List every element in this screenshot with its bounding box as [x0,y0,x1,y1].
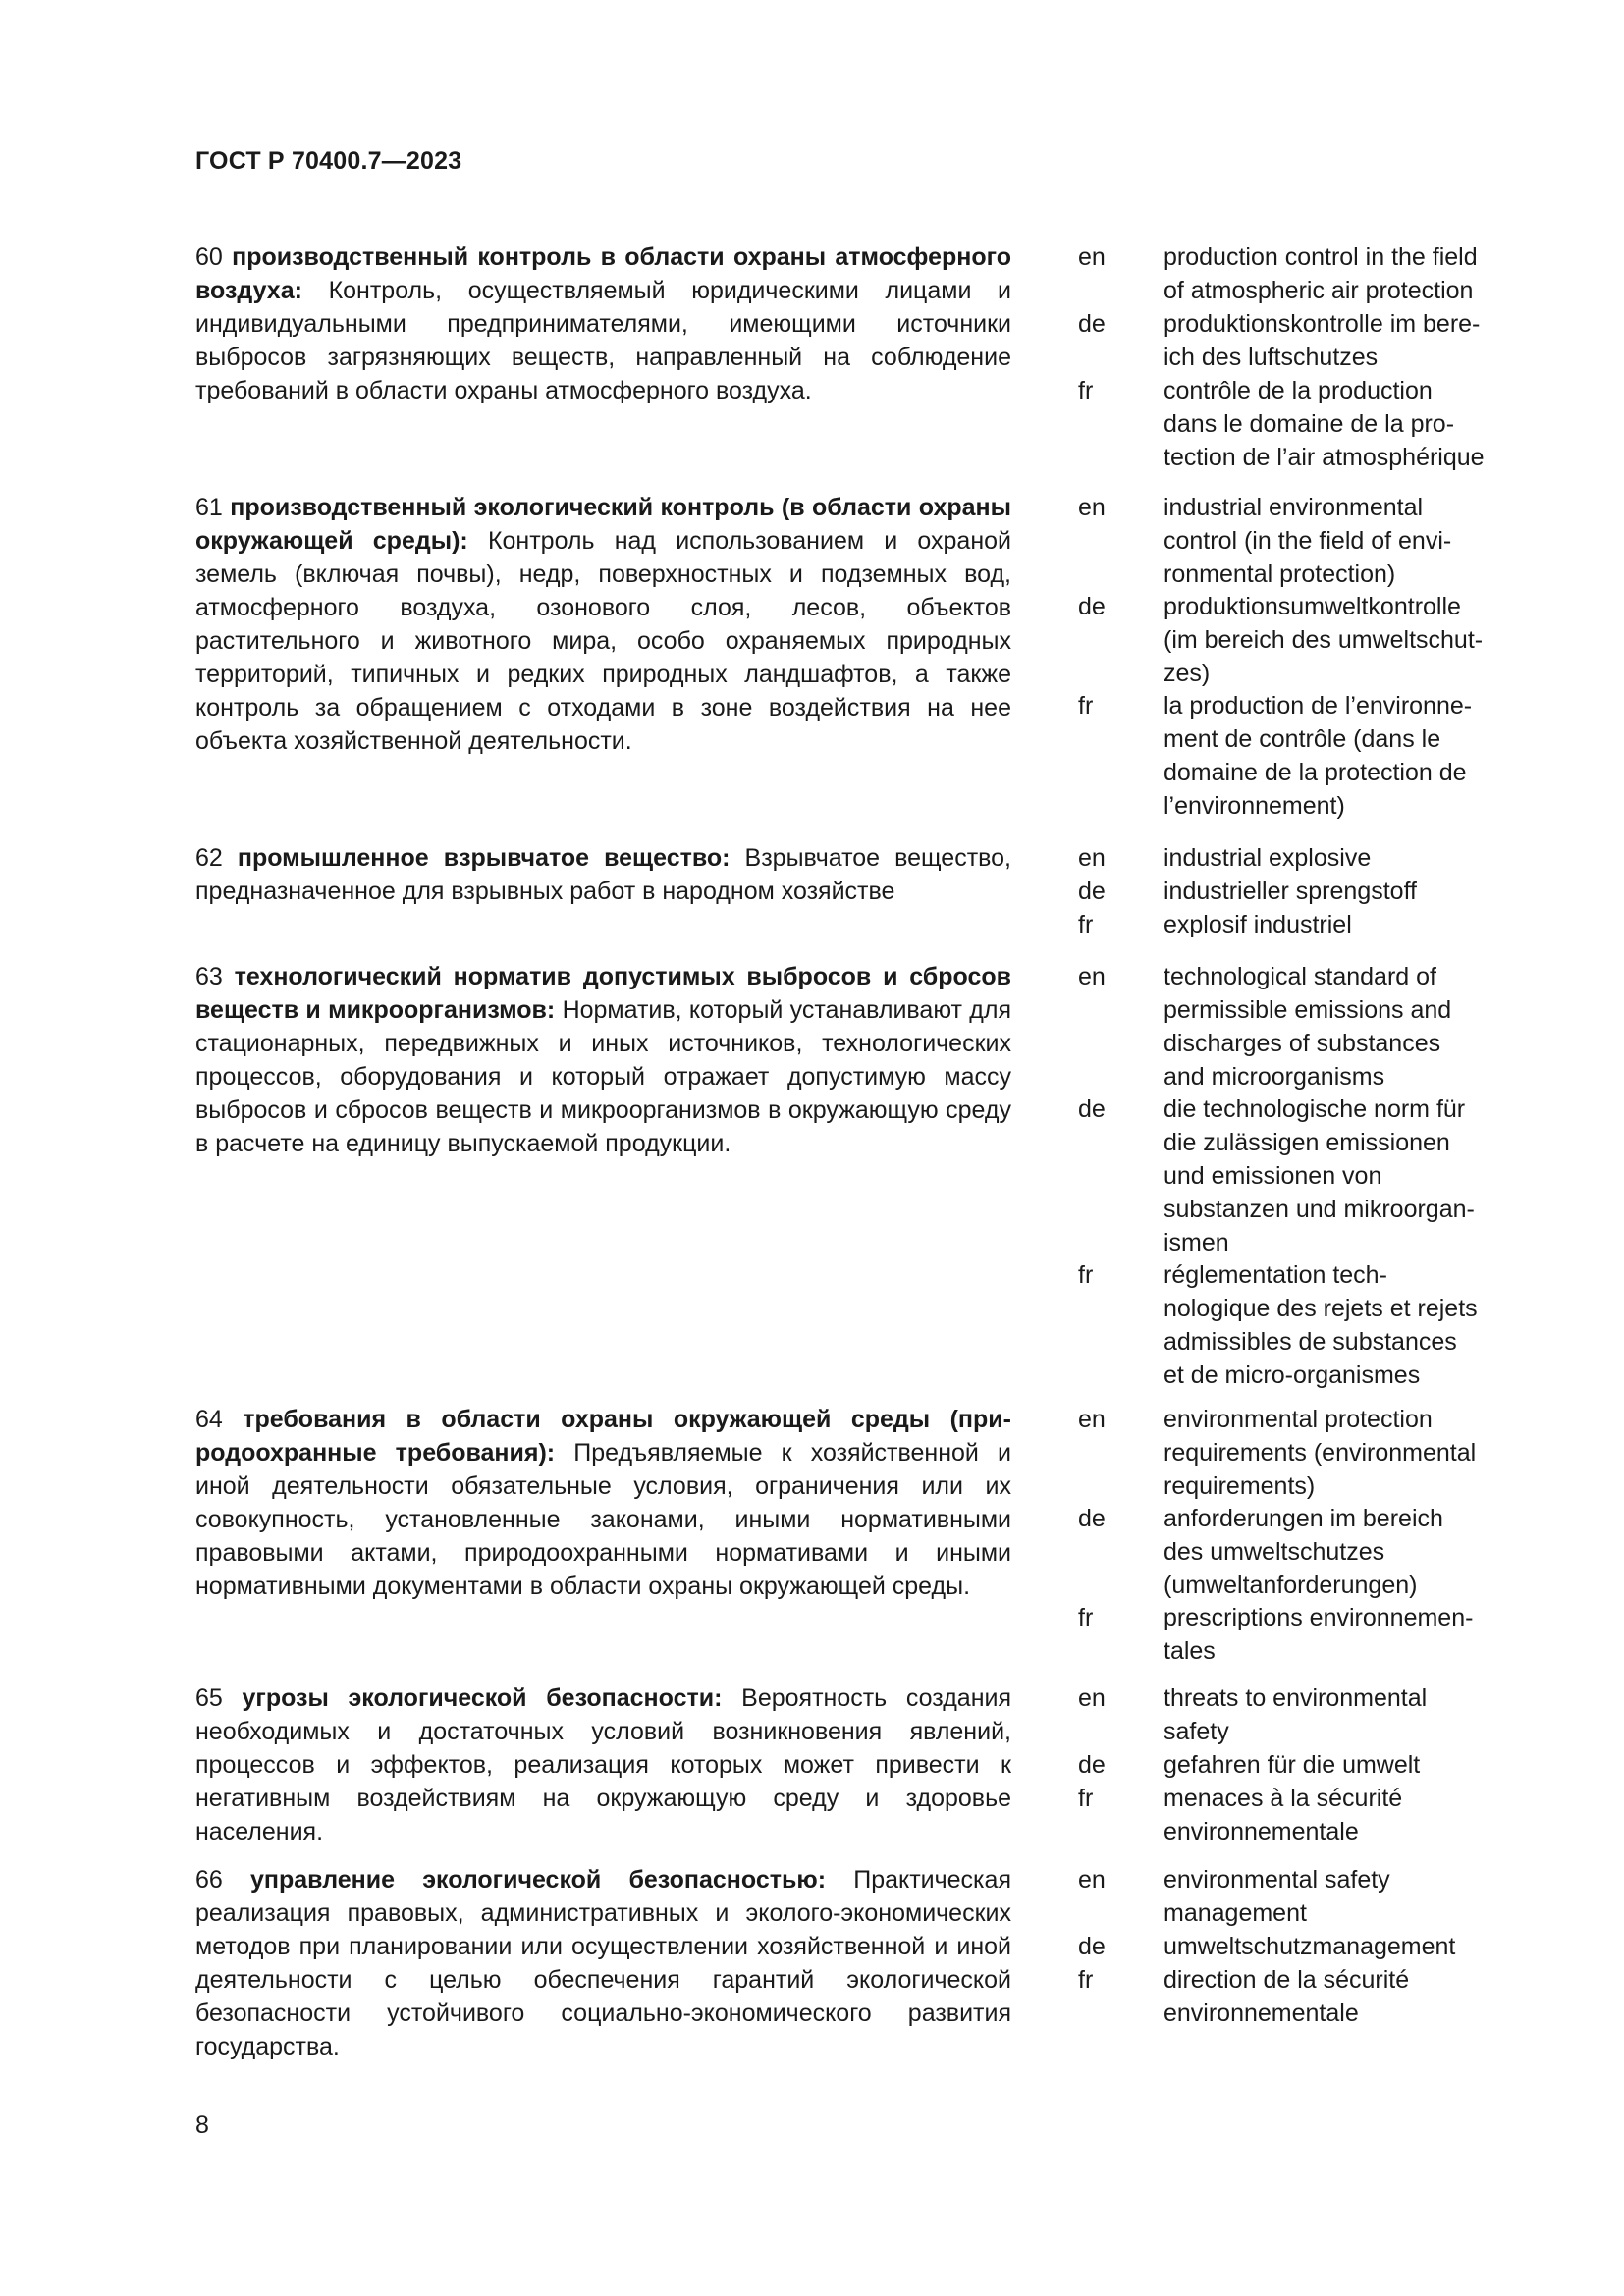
translation-de: produktionsumweltkontrolle (im bereich des umweltschut- zes) [1164,593,1484,687]
term-definition [195,960,1011,1160]
lang-code-en: en [1078,963,1106,990]
translation-de: anforderungen im bereich des umweltschutzes (umweltanforderungen) [1164,1505,1443,1599]
translation-de: umweltschutzmanagement [1164,1933,1456,1960]
term-definition [195,240,1011,407]
term-definition-text: Практическая реализация правовых, административных и эколого-экономических методов при планировании или осуществлении хозяйственной и иной деятельности с целью обеспечения гарантий экологической безопасности устойчивого социально-экономического развития государства. [195,1866,1011,2060]
term-title: промышленное взрывчатое вещество: [237,844,731,872]
translation-en: environmental protection requirements (environmental requirements) [1164,1406,1477,1500]
term-title: технологический норматив допустимых выбросов и сбросов веществ и микроорганизмов: [195,963,1011,1024]
translation-en: threats to environmental safety [1164,1684,1428,1745]
term-definition [195,1863,1011,2063]
translation-de: die technologische norm für die zulässigen emissionen und emissionen von substanzen und mikroorgan- ismen [1164,1095,1475,1256]
term-title: производственный экологический контроль (в области охраны окружающей среды): [195,494,1011,555]
lang-code-de: de [1078,1505,1106,1532]
term-number: 63 [195,963,223,990]
term-definition [195,1403,1011,1603]
translation-en: technological standard of permissible emissions and discharges of substances and microorganisms [1164,963,1452,1091]
term-title: производственный контроль в области охраны атмосферного воздуха: [195,243,1012,304]
lang-code-de: de [1078,1933,1106,1960]
lang-code-en: en [1078,243,1106,271]
lang-code-fr: fr [1078,1966,1094,1994]
term-number: 62 [195,844,223,872]
lang-code-de: de [1078,1751,1106,1779]
term-number: 61 [195,494,223,521]
translation-fr: contrôle de la production dans le domaine de la pro- tection de l’air atmosphérique [1164,377,1485,471]
translation-de: produktionskontrolle im bere- ich des luftschutzes [1164,310,1481,371]
lang-code-en: en [1078,844,1106,872]
lang-code-fr: fr [1078,1261,1094,1289]
lang-code-en: en [1078,494,1106,521]
term-definition-text: Предъявляемые к хозяйственной и иной деятельности обязательные условия, ограничения или их совокупность, установленные законами, иными нормативными правовыми актами, природоохранными нормативами и иными нормативными документами в области охраны окружающей среды. [195,1439,1012,1600]
term-definition [195,491,1011,758]
term-number: 65 [195,1684,223,1712]
page-number: 8 [195,2111,209,2139]
translation-de: gefahren für die umwelt [1164,1751,1421,1779]
term-definition-text: Норматив, который устанавливают для стационарных, передвижных и иных источников, технологических процессов, оборудования и который отражает допустимую массу выбросов и сбросов веществ и микроорганизмов в окружающую среду в расчете на единицу выпускаемой продукции. [195,996,1011,1157]
term-definition [195,841,1011,908]
lang-code-en: en [1078,1866,1106,1894]
translation-fr: réglementation tech- nologique des rejets et rejets admissibles de substances et de micro-organismes [1164,1261,1478,1389]
translation-fr: la production de l’environne- ment de contrôle (dans le domaine de la protection de l’environnement) [1164,692,1473,820]
translation-fr: direction de la sécurité environnementale [1164,1966,1410,2027]
lang-code-fr: fr [1078,377,1094,404]
translation-en: production control in the field of atmospheric air protection [1164,243,1478,304]
lang-code-de: de [1078,1095,1106,1123]
translation-en: industrial explosive [1164,844,1372,872]
lang-code-de: de [1078,310,1106,338]
term-definition-text: Вероятность создания необходимых и достаточных условий возникновения явлений, процессов и эффектов, реализация которых может привести к негативным воздействиям на окружающую среду и здоровье населения. [195,1684,1011,1845]
standard-designation: ГОСТ Р 70400.7—2023 [195,147,462,175]
lang-code-fr: fr [1078,911,1094,938]
translation-en: industrial environmental control (in the field of envi- ronmental protection) [1164,494,1452,588]
term-number: 64 [195,1406,223,1433]
term-number: 66 [195,1866,223,1894]
term-definition-text: Контроль, осуществляемый юридическими лицами и индивидуальными предпринимателями, имеющими источники выбросов загрязняющих веществ, направленный на соблюдение требований в области охраны атмосферного воздуха. [195,277,1011,404]
lang-code-en: en [1078,1406,1106,1433]
translation-de: industrieller sprengstoff [1164,878,1418,905]
term-definition [195,1682,1011,1848]
lang-code-fr: fr [1078,1604,1094,1631]
translation-fr: explosif industriel [1164,911,1352,938]
lang-code-de: de [1078,878,1106,905]
term-title: требования в области охраны окружающей среды (природоохранные требования): [195,1406,1011,1467]
lang-code-fr: fr [1078,1785,1094,1812]
lang-code-de: de [1078,593,1106,620]
term-number: 60 [195,243,223,271]
translation-fr: menaces à la sécurité environnementale [1164,1785,1403,1845]
term-definition-text: Контроль над использованием и охраной земель (включая почвы), недр, поверхностных и подземных вод, атмосферного воздуха, озонового слоя, лесов, объектов растительного и животного мира, особо охраняемых природных территорий, типичных и редких природных ландшафтов, а также контроль за обращением с отходами в зоне воздействия на нее объекта хозяйственной деятельности. [195,527,1011,755]
term-title: угрозы экологической безопасности: [242,1684,723,1712]
translation-en: environmental safety management [1164,1866,1390,1927]
lang-code-en: en [1078,1684,1106,1712]
term-title: управление экологической безопасностью: [250,1866,827,1894]
lang-code-fr: fr [1078,692,1094,720]
term-definition-text: Взрывчатое вещество, предназначенное для взрывных работ в народном хозяйстве [195,844,1012,905]
translation-fr: prescriptions environnemen- tales [1164,1604,1474,1665]
